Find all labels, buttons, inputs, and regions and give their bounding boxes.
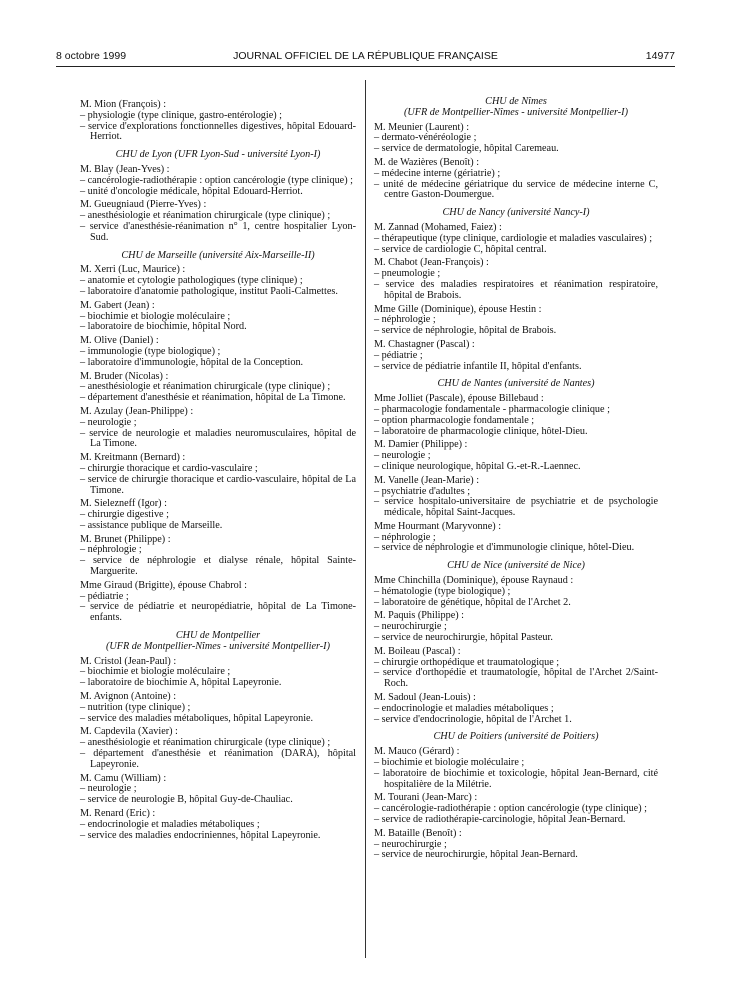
person-name: M. Gueugniaud (Pierre-Yves) : <box>80 199 207 211</box>
appointment-entry <box>374 440 658 472</box>
page-header <box>56 50 675 64</box>
person-name: M. Gabert (Jean) : <box>80 299 155 311</box>
appointment-entry <box>374 522 658 554</box>
person-name: M. Damier (Philippe) : <box>374 439 468 451</box>
person-name: M. Chastagner (Pascal) : <box>374 338 475 350</box>
list-item: – pédiatrie ; <box>80 590 129 602</box>
list-item: – pneumologie ; <box>374 268 441 280</box>
list-item: – service de neurochirurgie, hôpital Jean-Bernard. <box>374 849 578 861</box>
list-item: – physiologie (type clinique, gastro-entérologie) ; <box>80 109 282 121</box>
list-item: – neurochirurgie ; <box>374 838 447 850</box>
section <box>80 150 356 243</box>
list-item: – unité de médecine gériatrique du service de médecine interne C, centre Gaston-Doumergue. <box>374 178 658 201</box>
appointment-entry <box>374 394 658 437</box>
list-item: – neurologie ; <box>374 450 431 462</box>
list-item: – service des maladies métaboliques, hôpital Lapeyronie. <box>80 712 314 724</box>
appointment-entry <box>80 301 356 333</box>
section-title: CHU de Lyon (UFR Lyon-Sud - université Lyon-I) <box>115 149 321 161</box>
list-item: – biochimie et biologie moléculaire ; <box>374 757 525 769</box>
list-item: – service d'explorations fonctionnelles digestives, hôpital Edouard-Herriot. <box>80 120 356 143</box>
list-item: – service de néphrologie et d'immunologie clinique, hôtel-Dieu. <box>374 542 635 554</box>
appointment-entry <box>80 100 356 143</box>
person-name: M. Bruder (Nicolas) : <box>80 370 169 382</box>
list-item: – anesthésiologie et réanimation chirurgicale (type clinique) ; <box>80 381 331 393</box>
list-item: – service de neurologie et maladies neuromusculaires, hôpital de La Timone. <box>80 427 356 450</box>
appointment-entry <box>80 535 356 578</box>
list-item: – néphrologie ; <box>374 314 436 326</box>
person-name: Mme Hourmant (Maryvonne) : <box>374 520 502 532</box>
list-item: – cancérologie-radiothérapie : option cancérologie (type clinique) ; <box>80 174 353 186</box>
appointment-entry <box>80 200 356 243</box>
person-name: M. Olive (Daniel) : <box>80 335 159 347</box>
list-item: – assistance publique de Marseille. <box>80 519 223 531</box>
appointment-entry <box>80 453 356 496</box>
list-item: – neurologie ; <box>80 416 137 428</box>
person-name: M. Azulay (Jean-Philippe) : <box>80 405 194 417</box>
appointment-entry <box>80 372 356 404</box>
person-name: Mme Gille (Dominique), épouse Hestin : <box>374 303 542 315</box>
section <box>374 561 658 725</box>
person-name: M. Mauco (Gérard) : <box>374 746 460 758</box>
section <box>80 100 356 143</box>
appointment-entry <box>374 258 658 301</box>
appointment-entry <box>374 747 658 790</box>
list-item: – laboratoire de pharmacologie clinique, hôtel-Dieu. <box>374 425 588 437</box>
section-title: CHU de Nancy (université Nancy-I) <box>442 207 590 219</box>
list-item: – hématologie (type biologique) ; <box>374 585 511 597</box>
person-name: M. Sielezneff (Igor) : <box>80 498 167 510</box>
right-column <box>374 97 658 861</box>
list-item: – service de dermatologie, hôpital Caremeau. <box>374 143 559 155</box>
person-name: M. Sadoul (Jean-Louis) : <box>374 692 476 704</box>
list-item: – département d'anesthésie et réanimation, hôpital de La Timone. <box>80 392 346 404</box>
list-item: – biochimie et biologie moléculaire ; <box>80 310 231 322</box>
list-item: – anesthésiologie et réanimation chirurgicale (type clinique) ; <box>80 210 331 222</box>
list-item: – service de néphrologie et dialyse rénale, hôpital Sainte-Marguerite. <box>80 555 356 578</box>
person-name: M. Mion (François) : <box>80 99 167 110</box>
list-item: – dermato-vénéréologie ; <box>374 132 477 144</box>
list-item: – service de néphrologie, hôpital de Brabois. <box>374 325 557 337</box>
person-name: M. Cristol (Jean-Paul) : <box>80 655 177 667</box>
person-name: M. Paquis (Philippe) : <box>374 610 464 622</box>
appointment-entry <box>80 265 356 297</box>
person-name: M. Tourani (Jean-Marc) : <box>374 792 478 804</box>
person-name: M. Bataille (Benoît) : <box>374 827 462 839</box>
person-name: M. Boileau (Pascal) : <box>374 645 461 657</box>
list-item: – néphrologie ; <box>80 544 142 556</box>
list-item: – anesthésiologie et réanimation chirurgicale (type clinique) ; <box>80 737 331 749</box>
list-item: – service de pédiatrie infantile II, hôpital d'enfants. <box>374 360 582 372</box>
person-name: M. Avignon (Antoine) : <box>80 691 177 703</box>
appointment-entry <box>374 829 658 861</box>
section-title: CHU de Nîmes (UFR de Montpellier-Nîmes - université Montpellier-I) <box>404 96 628 118</box>
appointment-entry <box>374 611 658 643</box>
list-item: – service d'anesthésie-réanimation n° 1, centre hospitalier Lyon-Sud. <box>80 220 356 243</box>
section-title: CHU de Nantes (université de Nantes) <box>437 378 595 390</box>
person-name: M. Renard (Eric) : <box>80 808 156 820</box>
list-item: – endocrinologie et maladies métaboliques ; <box>80 818 260 830</box>
person-name: Mme Giraud (Brigitte), épouse Chabrol : <box>80 579 247 591</box>
list-item: – chirurgie thoracique et cardio-vasculaire ; <box>80 462 258 474</box>
appointment-entry <box>374 476 658 519</box>
list-item: – service des maladies endocriniennes, hôpital Lapeyronie. <box>80 829 321 841</box>
list-item: – laboratoire de biochimie et toxicologie, hôpital Jean-Bernard, cité hospitalière de la Milétrie. <box>374 767 658 790</box>
list-item: – neurochirurgie ; <box>374 621 447 633</box>
person-name: M. Meunier (Laurent) : <box>374 121 470 133</box>
list-item: – laboratoire de biochimie, hôpital Nord. <box>80 321 247 333</box>
list-item: – neurologie ; <box>80 783 137 795</box>
appointment-entry <box>80 336 356 368</box>
list-item: – clinique neurologique, hôpital G.-et-R.-Laennec. <box>374 460 581 472</box>
list-item: – anatomie et cytologie pathologiques (type clinique) ; <box>80 275 303 287</box>
list-item: – médecine interne (gériatrie) ; <box>374 167 501 179</box>
appointment-entry <box>374 340 658 372</box>
person-name: Mme Jolliet (Pascale), épouse Billebaud : <box>374 393 544 405</box>
list-item: – cancérologie-radiothérapie : option cancérologie (type clinique) ; <box>374 803 647 815</box>
list-item: – nutrition (type clinique) ; <box>80 701 191 713</box>
section-title: CHU de Marseille (université Aix-Marseille-II) <box>121 249 315 261</box>
person-name: M. Brunet (Philippe) : <box>80 533 171 545</box>
column-divider <box>365 80 366 958</box>
appointment-entry <box>374 793 658 825</box>
person-name: M. Zannad (Mohamed, Faiez) : <box>374 221 502 233</box>
list-item: – option pharmacologie fondamentale ; <box>374 414 535 426</box>
section <box>374 732 658 861</box>
journal-title: JOURNAL OFFICIEL DE LA RÉPUBLIQUE FRANÇAISE <box>233 50 498 62</box>
section <box>374 379 658 554</box>
list-item: – service de radiothérapie-carcinologie, hôpital Jean-Bernard. <box>374 814 626 826</box>
list-item: – unité d'oncologie médicale, hôpital Edouard-Herriot. <box>80 185 303 197</box>
appointment-entry <box>80 165 356 197</box>
section <box>80 631 356 841</box>
appointment-entry <box>374 158 658 201</box>
appointment-entry <box>80 809 356 841</box>
appointment-entry <box>80 407 356 450</box>
list-item: – laboratoire de biochimie A, hôpital Lapeyronie. <box>80 677 282 689</box>
list-item: – service d'endocrinologie, hôpital de l'Archet 1. <box>374 713 572 725</box>
person-name: M. Camu (William) : <box>80 772 167 784</box>
appointment-entry <box>374 576 658 608</box>
list-item: – service de neurologie B, hôpital Guy-de-Chauliac. <box>80 794 293 806</box>
section <box>80 251 356 625</box>
appointment-entry <box>374 223 658 255</box>
issue-date: 8 octobre 1999 <box>56 50 127 62</box>
appointment-entry <box>80 727 356 770</box>
list-item: – laboratoire de génétique, hôpital de l'Archet 2. <box>374 596 571 608</box>
list-item: – thérapeutique (type clinique, cardiologie et maladies vasculaires) ; <box>374 232 653 244</box>
list-item: – service de cardiologie C, hôpital central. <box>374 243 547 255</box>
list-item: – service des maladies respiratoires et réanimation respiratoire, hôpital de Brabois. <box>374 278 658 301</box>
section-title: CHU de Poitiers (université de Poitiers) <box>433 731 599 743</box>
list-item: – département d'anesthésie et réanimation (DARA), hôpital Lapeyronie. <box>80 748 356 770</box>
list-item: – service hospitalo-universitaire de psychiatrie et de psychologie médicale, hôpital Saint-Jacques. <box>374 496 658 519</box>
appointment-entry <box>80 581 356 624</box>
list-item: – service d'orthopédie et traumatologie, hôpital de l'Archet 2/Saint-Roch. <box>374 667 658 690</box>
section <box>374 208 658 372</box>
list-item: – service de pédiatrie et neuropédiatrie, hôpital de La Timone-enfants. <box>80 601 356 624</box>
person-name: M. Kreitmann (Bernard) : <box>80 452 186 464</box>
section-title: CHU de Nice (université de Nice) <box>447 560 585 572</box>
person-name: M. Blay (Jean-Yves) : <box>80 163 170 175</box>
appointment-entry <box>80 692 356 724</box>
header-rule <box>56 66 675 67</box>
list-item: – biochimie et biologie moléculaire ; <box>80 666 231 678</box>
appointment-entry <box>374 305 658 337</box>
appointment-entry <box>80 774 356 806</box>
list-item: – laboratoire d'immunologie, hôpital de la Conception. <box>80 356 304 368</box>
person-name: Mme Chinchilla (Dominique), épouse Raynaud : <box>374 575 574 587</box>
section-title: CHU de Montpellier (UFR de Montpellier-Nîmes - université Montpellier-I) <box>106 630 330 652</box>
person-name: M. Xerri (Luc, Maurice) : <box>80 264 186 276</box>
appointment-entry <box>80 499 356 531</box>
person-name: M. Capdevila (Xavier) : <box>80 726 178 738</box>
page-number: 14977 <box>645 50 675 62</box>
list-item: – laboratoire d'anatomie pathologique, institut Paoli-Calmettes. <box>80 285 338 297</box>
list-item: – immunologie (type biologique) ; <box>80 345 221 357</box>
list-item: – pharmacologie fondamentale - pharmacologie clinique ; <box>374 403 610 415</box>
section <box>374 97 658 201</box>
appointment-entry <box>374 647 658 690</box>
appointment-entry <box>374 123 658 155</box>
list-item: – endocrinologie et maladies métaboliques ; <box>374 702 554 714</box>
person-name: M. de Wazières (Benoît) : <box>374 156 480 168</box>
list-item: – service de neurochirurgie, hôpital Pasteur. <box>374 632 553 644</box>
list-item: – pédiatrie ; <box>374 349 423 361</box>
list-item: – néphrologie ; <box>374 531 436 543</box>
list-item: – chirurgie orthopédique et traumatologique ; <box>374 656 560 668</box>
left-column <box>80 97 356 841</box>
list-item: – chirurgie digestive ; <box>80 509 169 521</box>
appointment-entry <box>374 693 658 725</box>
list-item: – service de chirurgie thoracique et cardio-vasculaire, hôpital de La Timone. <box>80 473 356 496</box>
person-name: M. Chabot (Jean-François) : <box>374 257 489 269</box>
appointment-entry <box>80 657 356 689</box>
person-name: M. Vanelle (Jean-Marie) : <box>374 474 480 486</box>
list-item: – psychiatrie d'adultes ; <box>374 485 471 497</box>
